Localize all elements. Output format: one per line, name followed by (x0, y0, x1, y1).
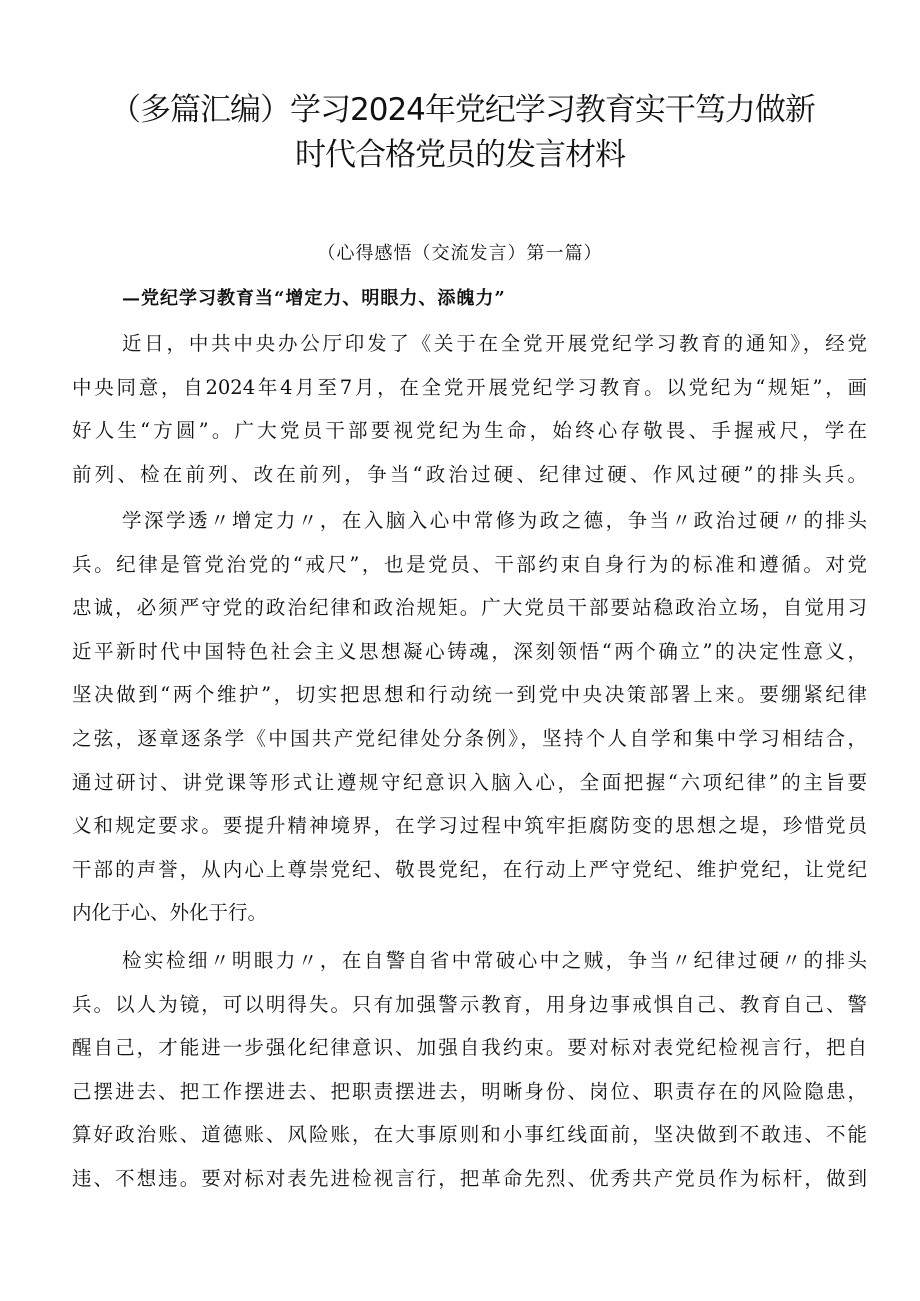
document-title (110, 88, 815, 178)
title-line-1: （多篇汇编）学习2024年党纪学习教育实干笃力做新 (110, 92, 815, 128)
paragraph-2 (72, 499, 867, 935)
paragraph-3 (72, 939, 867, 1201)
paragraph-line: 近平新时代中国特色社会主义思想凝心铸魂，深刻领悟“两个确立”的决定性意义， (72, 639, 867, 663)
paragraph-line: 算好政治账、道德账、风险账，在大事原则和小事红线面前，坚决做到不敢违、不能 (72, 1123, 867, 1147)
paragraph-line: 检实检细〃明眼力〃，在自警自省中常破心中之贼，争当〃纪律过硬〃的排头 (122, 949, 867, 972)
paragraph-line: 内化于心、外化于行。 (72, 901, 268, 925)
paragraph-line: 前列、检在前列、改在前列，争当“政治过硬、纪律过硬、作风过硬”的排头兵。 (72, 462, 867, 486)
paragraph-line: 近日，中共中央办公厅印发了《关于在全党开展党纪学习教育的通知》，经党 (122, 332, 867, 355)
paragraph-line: 忠诚，必须严守党的政治纪律和政治规矩。广大党员干部要站稳政治立场，自觉用习 (72, 596, 867, 620)
paragraph-1 (72, 322, 867, 496)
paragraph-line: 干部的声誉，从内心上尊崇党纪、敬畏党纪，在行动上严守党纪、维护党纪，让党纪 (72, 857, 867, 881)
title-line-2: 时代合格党员的发言材料 (295, 137, 625, 173)
paragraph-line: 之弦，逐章逐条学《中国共产党纪律处分条例》，坚持个人自学和集中学习相结合， (72, 726, 867, 750)
paragraph-line: 通过研讨、讲党课等形式让遵规守纪意识入脑入心，全面把握“六项纪律”的主旨要 (72, 770, 867, 794)
paragraph-line: 义和规定要求。要提升精神境界，在学习过程中筑牢拒腐防变的思想之堤，珍惜党员 (72, 814, 867, 838)
paragraph-line: 好人生“方圆”。广大党员干部要视党纪为生命，始终心存敬畏、手握戒尺，学在 (72, 419, 867, 443)
section-heading: —党纪学习教育当“增定力、明眼力、添魄力” (122, 288, 506, 309)
paragraph-line: 兵。以人为镜，可以明得失。只有加强警示教育，用身边事戒惧自己、教育自己、警 (72, 992, 867, 1016)
paragraph-line: 醒自己，才能进一步强化纪律意识、加强自我约束。要对标对表党纪检视言行，把自 (72, 1036, 867, 1060)
paragraph-line: 坚决做到“两个维护”，切实把思想和行动统一到党中央决策部署上来。要绷紧纪律 (72, 683, 867, 707)
paragraph-line: 中央同意，自2024年4月至7月，在全党开展党纪学习教育。以党纪为“规矩”，画 (72, 375, 867, 399)
paragraph-line: 兵。纪律是管党治党的“戒尺”，也是党员、干部约束自身行为的标准和遵循。对党 (72, 552, 867, 576)
paragraph-line: 己摆进去、把工作摆进去、把职责摆进去，明晰身份、岗位、职责存在的风险隐患， (72, 1079, 867, 1103)
section-subtitle: （心得感悟（交流发言）第一篇） (317, 243, 603, 264)
paragraph-line: 违、不想违。要对标对表先进检视言行，把革命先烈、优秀共产党员作为标杆，做到 (72, 1166, 867, 1190)
paragraph-line: 学深学透〃增定力〃，在入脑入心中常修为政之德，争当〃政治过硬〃的排头 (122, 509, 867, 532)
